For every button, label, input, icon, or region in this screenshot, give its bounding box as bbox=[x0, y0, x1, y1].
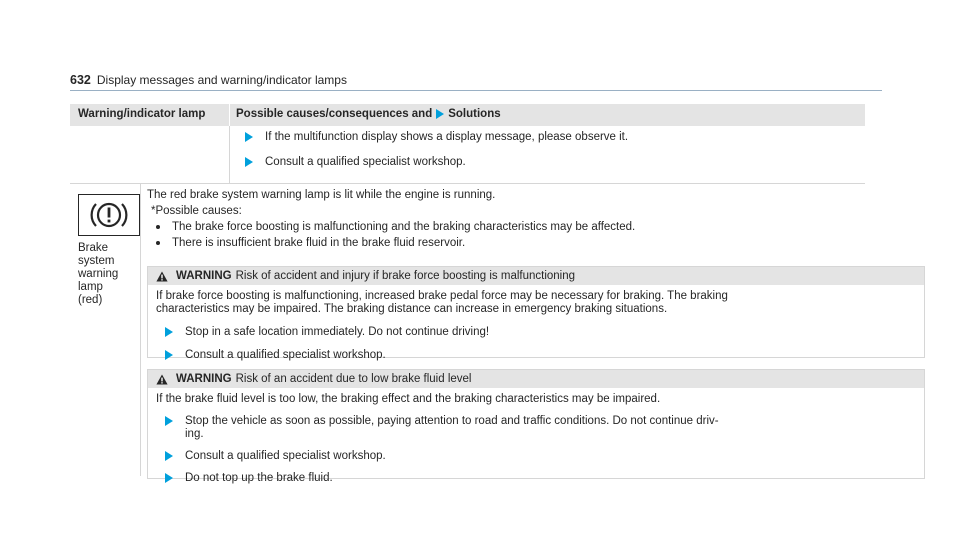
table-row bbox=[70, 184, 865, 484]
arrow-icon bbox=[165, 327, 173, 337]
solution-step bbox=[236, 131, 865, 144]
solution-step bbox=[156, 450, 924, 463]
arrow-icon bbox=[165, 350, 173, 360]
solution-step bbox=[156, 415, 924, 441]
lamp-label-line: Brake system warning lamp bbox=[78, 242, 119, 293]
warning-text: characteristics may be impaired. The braking distance can increase in emergency braking situations. bbox=[156, 303, 668, 315]
list-item-text: There is insufficient brake fluid in the brake fluid reservoir. bbox=[172, 237, 466, 249]
page-number: 632 bbox=[70, 73, 91, 87]
warning-title: Risk of an accident due to low brake fluid level bbox=[235, 373, 472, 385]
list-item bbox=[147, 221, 925, 234]
step-text: Stop in a safe location immediately. Do not continue driving! bbox=[185, 326, 490, 338]
page-title: Display messages and warning/indicator lamps bbox=[96, 73, 347, 87]
solution-step bbox=[156, 326, 924, 339]
causes-cell bbox=[140, 184, 925, 484]
warning-label: WARNING bbox=[176, 373, 232, 385]
warning-header bbox=[148, 267, 924, 285]
brake-warning-lamp-icon bbox=[78, 194, 140, 236]
warning-lamp-table bbox=[70, 104, 865, 484]
bullet-icon bbox=[156, 225, 160, 229]
list-item bbox=[147, 237, 925, 250]
arrow-icon bbox=[165, 416, 173, 426]
lamp-label-line: (red) bbox=[78, 294, 103, 306]
warning-triangle-icon bbox=[156, 374, 168, 385]
column-header-solutions-text: Solutions bbox=[448, 108, 501, 120]
arrow-icon bbox=[245, 132, 253, 142]
warning-body bbox=[148, 285, 924, 362]
solution-step bbox=[236, 156, 865, 169]
warning-text: If brake force boosting is malfunctioning, increased brake pedal force may be necessary for braking. The braking bbox=[156, 290, 728, 302]
step-text-line: Stop the vehicle as soon as possible, paying attention to road and traffic conditions. Do not continue driv- bbox=[185, 415, 719, 427]
possible-causes-label: *Possible causes: bbox=[151, 205, 242, 217]
step-text-line: ing. bbox=[185, 428, 204, 440]
table-row bbox=[70, 126, 865, 184]
solution-step bbox=[156, 349, 924, 362]
step-text: Do not top up the brake fluid. bbox=[185, 472, 333, 484]
column-header-causes bbox=[229, 104, 865, 126]
solution-step bbox=[156, 472, 924, 485]
list-item-text: The brake force boosting is malfunctioning and the braking characteristics may be affected. bbox=[172, 221, 636, 233]
step-text: Consult a qualified specialist workshop. bbox=[265, 156, 466, 168]
warning-text: If the brake fluid level is too low, the braking effect and the braking characteristics may be impaired. bbox=[156, 393, 661, 405]
lamp-cell bbox=[70, 126, 229, 183]
arrow-icon bbox=[165, 473, 173, 483]
lamp-cell bbox=[70, 184, 140, 476]
column-header-lamp: Warning/indicator lamp bbox=[78, 108, 206, 120]
table-header bbox=[70, 104, 865, 126]
warning-title: Risk of accident and injury if brake force boosting is malfunctioning bbox=[235, 270, 576, 282]
step-text: Consult a qualified specialist workshop. bbox=[185, 349, 386, 361]
arrow-icon bbox=[165, 451, 173, 461]
lamp-label bbox=[78, 242, 140, 307]
step-text: If the multifunction display shows a display message, please observe it. bbox=[265, 131, 629, 143]
warning-box bbox=[147, 369, 925, 484]
step-text: Consult a qualified specialist workshop. bbox=[185, 450, 386, 462]
warning-body bbox=[148, 388, 924, 485]
header-divider bbox=[70, 90, 882, 91]
arrow-icon bbox=[436, 109, 444, 119]
warning-box bbox=[147, 266, 925, 361]
column-header-causes-text: Possible causes/consequences and bbox=[236, 108, 433, 120]
causes-cell bbox=[229, 126, 865, 183]
bullet-icon bbox=[156, 241, 160, 245]
warning-triangle-icon bbox=[156, 271, 168, 282]
step-text bbox=[185, 415, 719, 441]
page-header bbox=[70, 73, 880, 87]
intro-text: The red brake system warning lamp is lit while the engine is running. bbox=[147, 189, 496, 201]
warning-label: WARNING bbox=[176, 270, 232, 282]
warning-header bbox=[148, 370, 924, 388]
arrow-icon bbox=[245, 157, 253, 167]
